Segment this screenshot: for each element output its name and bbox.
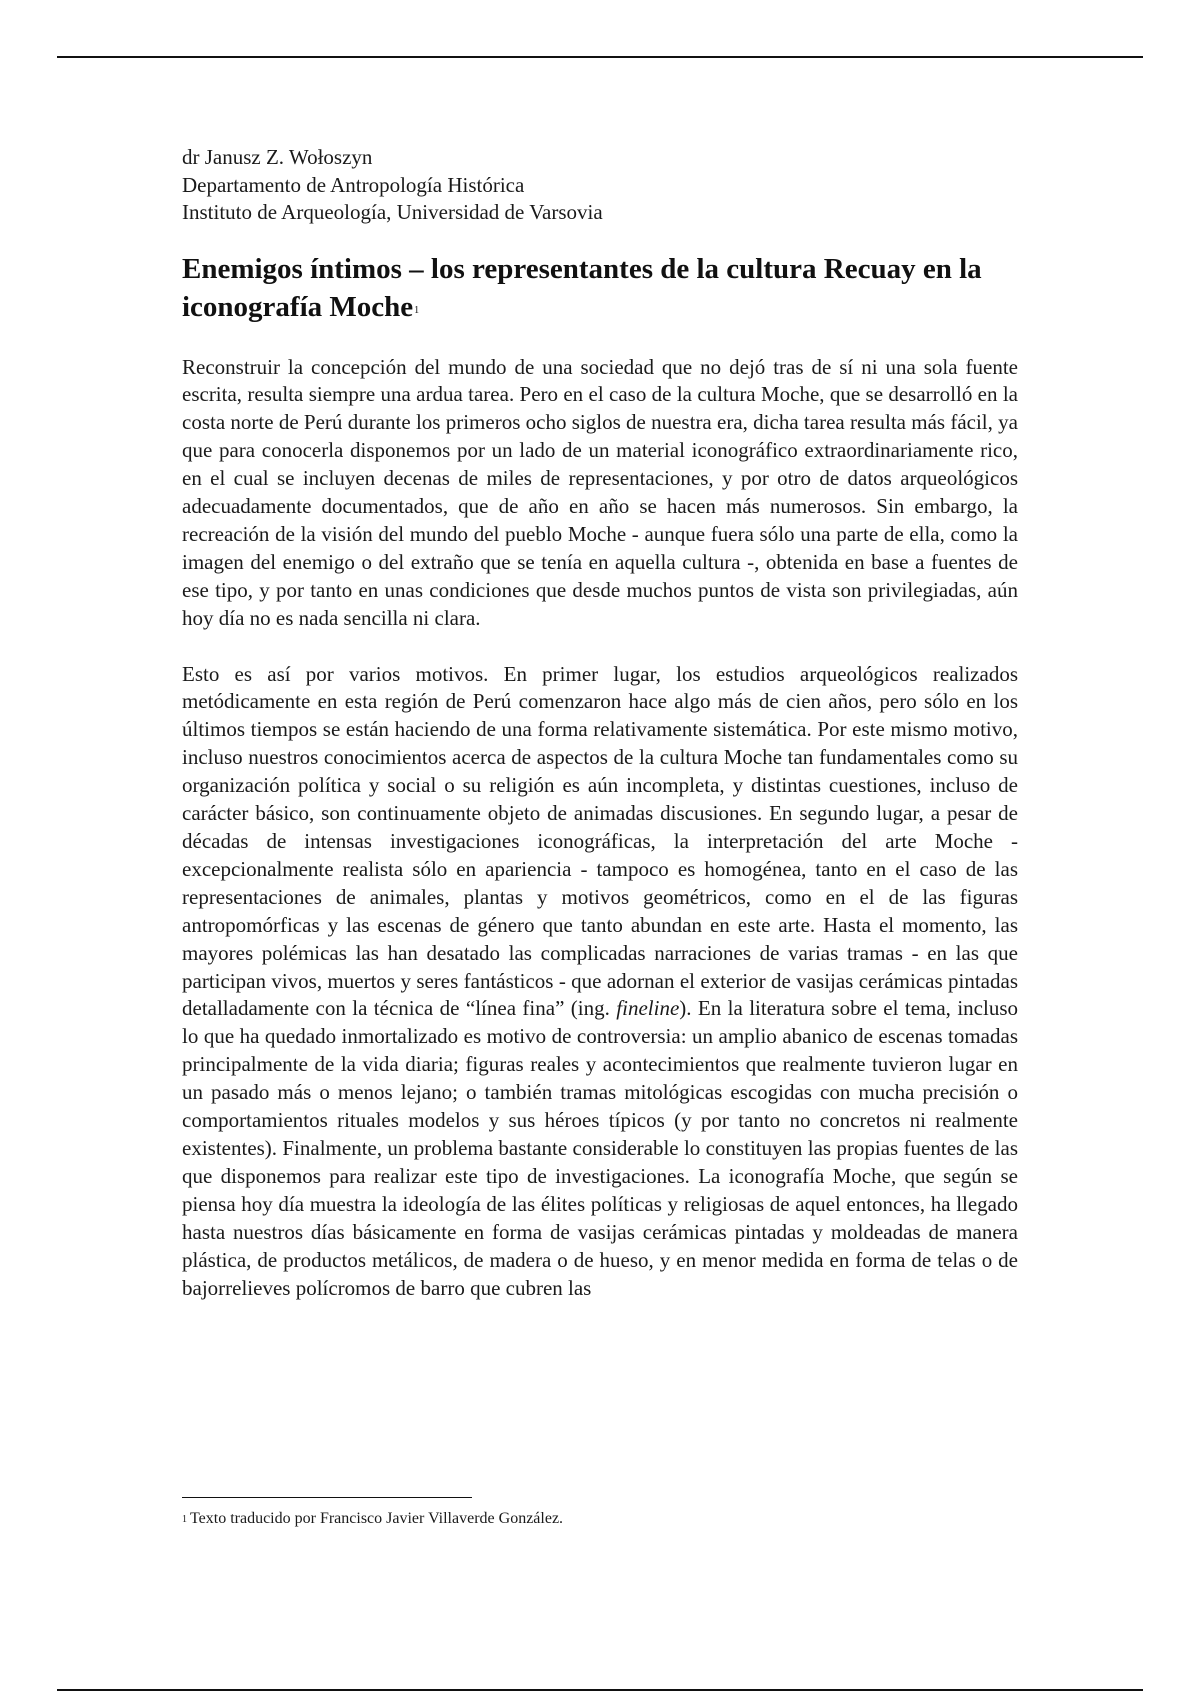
footnote-rule	[182, 1497, 472, 1498]
paper-title	[182, 250, 1018, 326]
paper-title-text: Enemigos íntimos – los representantes de la cultura Recuay en la iconografía Moche	[182, 252, 982, 323]
body-paragraph-2-italic-term: fineline	[616, 996, 680, 1021]
body-paragraph-2-part-2: ). En la literatura sobre el tema, incluso lo que ha quedado inmortalizado es motivo de controversia: un amplio abanico de escenas tomadas principalmente de la vida diaria; figuras reales y acontecimientos que realmente tuvieron lugar en un pasado más o menos lejano; o también tramas mitológicas escogidas con mucha precisión o comportamientos rituales modelos y sus héroes típicos (y por tanto no concretos ni realmente existentes). Finalmente, un problema bastante considerable lo constituyen las propias fuentes de las que disponemos para realizar este tipo de investigaciones. La iconografía Moche, que según se piensa hoy día muestra la ideología de las élites políticas y religiosas de aquel entonces, ha llegado hasta nuestros días básicamente en forma de vasijas cerámicas pintadas y moldeadas de manera plástica, de productos metálicos, de madera o de hueso, y en menor medida en forma de telas o de bajorrelieves polícromos de barro que cubren las	[182, 996, 1018, 1300]
footnote-marker: 1	[182, 1514, 187, 1525]
page-content	[182, 144, 1018, 1302]
footer-rule	[57, 1689, 1143, 1691]
footnote-text: Texto traducido por Francisco Javier Villaverde González.	[190, 1510, 564, 1527]
author-department: Departamento de Antropología Histórica	[182, 172, 525, 197]
author-institute: Instituto de Arqueología, Universidad de Varsovia	[182, 200, 603, 224]
author-block	[182, 144, 1018, 227]
body-paragraph-1: Reconstruir la concepción del mundo de una sociedad que no dejó tras de sí ni una sola fuente escrita, resulta siempre una ardua tarea. Pero en el caso de la cultura Moche, que se desarrolló en la costa norte de Perú durante los primeros ocho siglos de nuestra era, dicha tarea resulta más fácil, ya que para conocerla disponemos por un lado de un material iconográfico extraordinariamente rico, en el cual se incluyen decenas de miles de representaciones, y por otro de datos arqueológicos adecuadamente documentados, que de año en año se hacen más numerosos. Sin embargo, la recreación de la visión del mundo del pueblo Moche - aunque fuera sólo una parte de ella, como la imagen del enemigo o del extraño que se tenía en aquella cultura -, obtenida en base a fuentes de ese tipo, y por tanto en unas condiciones que desde muchos puntos de vista son privilegiadas, aún hoy día no es nada sencilla ni clara.	[182, 354, 1018, 630]
author-name: dr Janusz Z. Wołoszyn	[182, 145, 373, 169]
footnote	[182, 1509, 1018, 1529]
header-rule	[57, 56, 1143, 58]
body-paragraph-2-part-1: Esto es así por varios motivos. En primer lugar, los estudios arqueológicos realizados metódicamente en esta región de Perú comenzaron hace algo más de cien años, pero sólo en los últimos tiempos se están haciendo de una forma relativamente sistemática. Por este mismo motivo, incluso nuestros conocimientos acerca de aspectos de la cultura Moche tan fundamentales como su organización política y social o su religión es aún incompleta, y distintas cuestiones, incluso de carácter básico, son continuamente objeto de animadas discusiones. En segundo lugar, a pesar de décadas de intensas investigaciones iconográficas, la interpretación del arte Moche - excepcionalmente realista sólo en apariencia - tampoco es homogénea, tanto en el caso de las representaciones de animales, plantas y motivos geométricos, como en el de las figuras antropomórficas y las escenas de género que tanto abundan en este arte. Hasta el momento, las mayores polémicas las han desatado las complicadas narraciones de varias tramas - en las que participan vivos, muertos y seres fantásticos - que adornan el exterior de vasijas cerámicas pintadas detalladamente con la técnica de “línea fina” (ing.	[182, 661, 1018, 1021]
title-footnote-marker: 1	[414, 304, 420, 316]
body-paragraph-2	[182, 661, 1018, 1303]
